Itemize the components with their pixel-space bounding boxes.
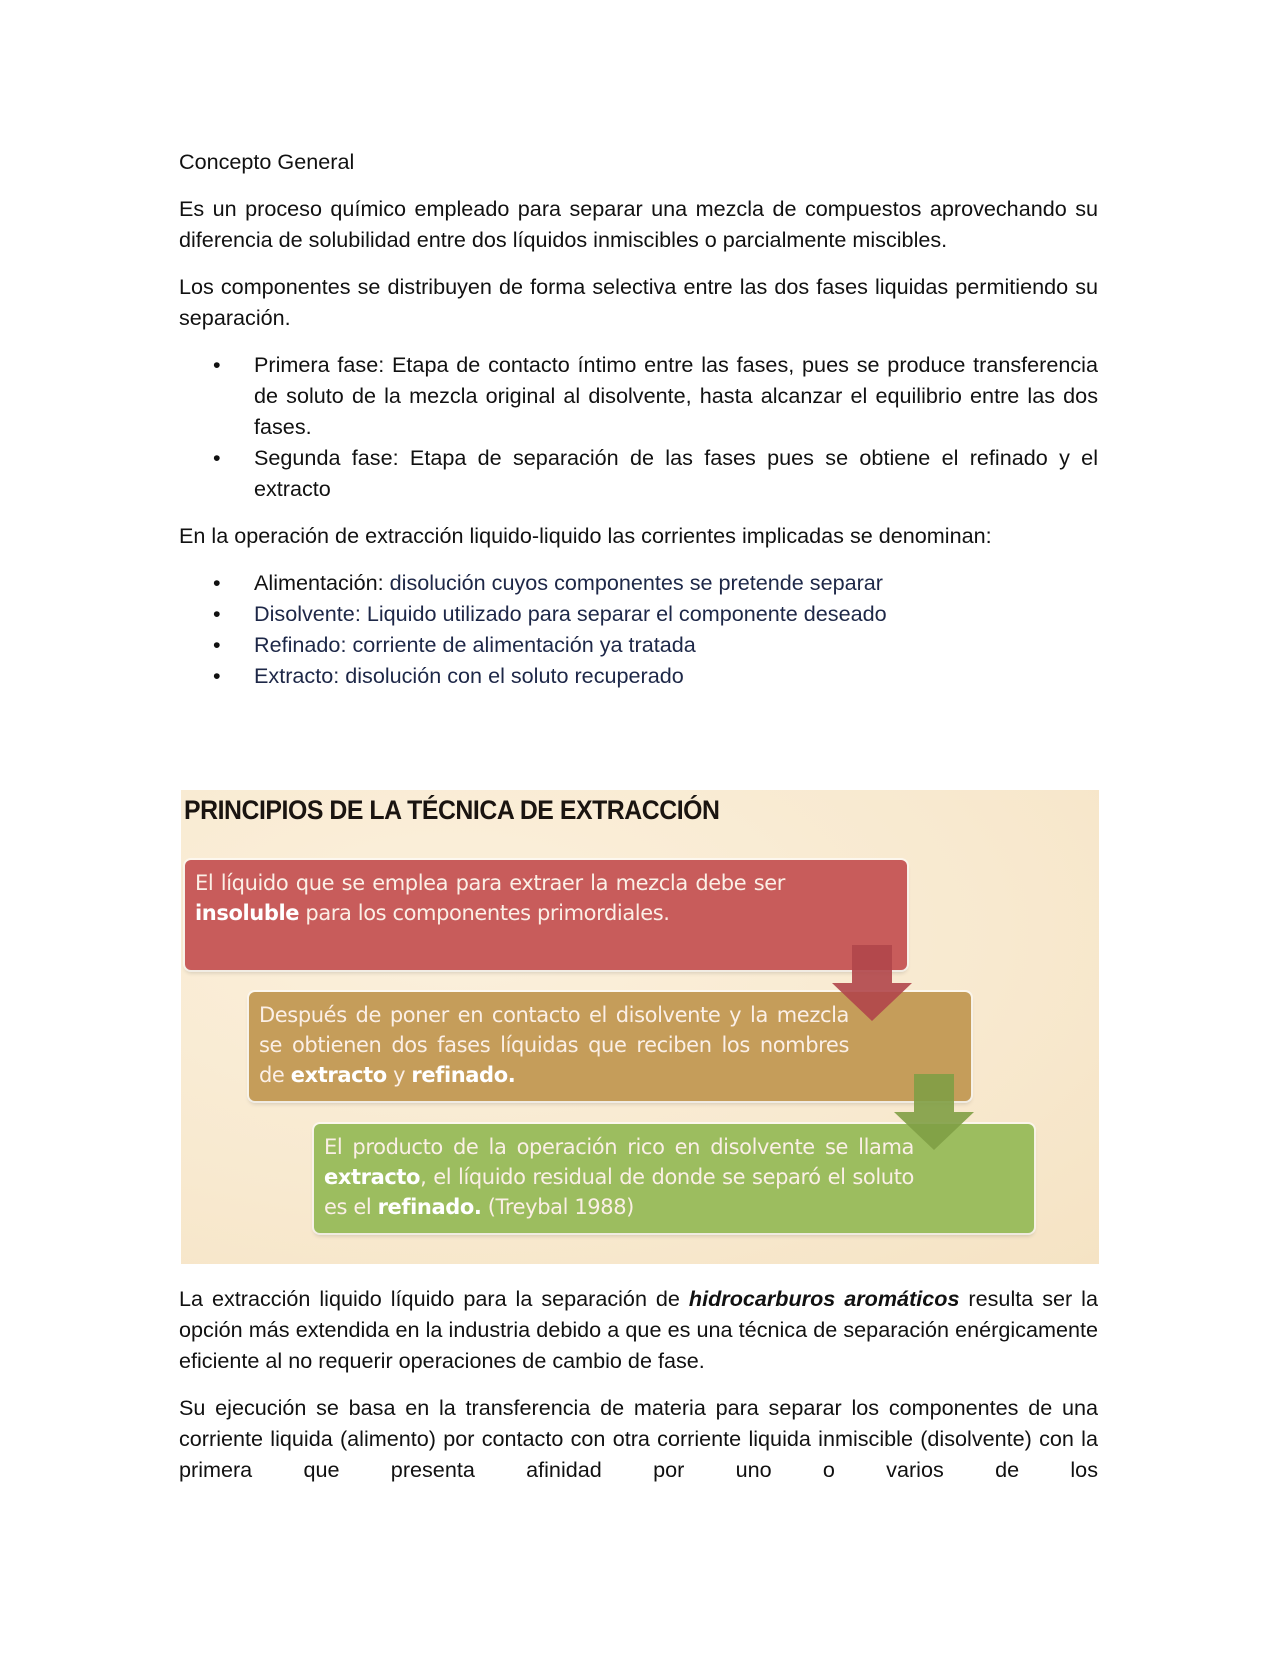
list-item — [179, 660, 1098, 691]
list-item — [179, 349, 1098, 442]
box-text: (Treybal 1988) — [481, 1195, 634, 1219]
list-item — [179, 598, 1098, 629]
extraction-principles-figure — [181, 790, 1099, 1264]
phases-list — [179, 349, 1098, 504]
bullet-icon: • — [213, 445, 221, 470]
stream-label: Extracto: — [254, 663, 340, 688]
stream-text: corriente de alimentación ya tratada — [346, 632, 696, 657]
paragraph-streams-intro: En la operación de extracción liquido-liquido las corrientes implicadas se denominan: — [179, 523, 992, 548]
list-item-text: Primera fase: Etapa de contacto íntimo entre las fases, pues se produce transferencia de soluto de la mezcla original al disolvente, hasta alcanzar el equilibrio entre las dos fases. — [254, 352, 1098, 439]
figure-title: PRINCIPIOS DE LA TÉCNICA DE EXTRACCIÓN — [184, 795, 720, 825]
streams-list — [179, 567, 1098, 691]
bullet-icon: • — [213, 570, 221, 595]
box-text: Después de poner en contacto el disolvente y la mezcla se obtienen dos fases líquidas que reciben los nombres de — [259, 1003, 849, 1087]
principle-box-solvent — [185, 860, 907, 970]
document-body-continued — [179, 1283, 1098, 1501]
box-text: , el líquido residual de donde se separó el soluto es el — [324, 1165, 914, 1219]
down-arrow-red-icon — [832, 945, 912, 1021]
box-text: El líquido que se emplea para extraer la mezcla debe ser — [195, 871, 785, 895]
stream-text: disolución con el soluto recuperado — [339, 663, 684, 688]
box-bold-text: refinado. — [411, 1063, 516, 1087]
stream-label: Alimentación: — [254, 570, 384, 595]
box-bold-text: extracto — [290, 1063, 387, 1087]
bullet-icon: • — [213, 632, 221, 657]
box-text: para los componentes primordiales. — [299, 901, 670, 925]
paragraph-definition: Es un proceso químico empleado para separar una mezcla de compuestos aprovechando su diferencia de solubilidad entre dos líquidos inmiscibles o parcialmente miscibles. — [179, 196, 1098, 252]
paragraph-distribution: Los componentes se distribuyen de forma selectiva entre las dos fases liquidas permitiendo su separación. — [179, 274, 1098, 330]
down-arrow-green-icon — [894, 1074, 974, 1150]
bullet-icon: • — [213, 601, 221, 626]
section-heading: Concepto General — [179, 149, 355, 174]
bullet-icon: • — [213, 663, 221, 688]
paragraph-aromatics — [179, 1283, 1098, 1376]
box-text: y — [386, 1063, 412, 1087]
stream-text: Liquido utilizado para separar el componente deseado — [360, 601, 887, 626]
bullet-icon: • — [213, 352, 221, 377]
list-item — [179, 629, 1098, 660]
text-run: La extracción liquido líquido para la separación de — [179, 1286, 689, 1311]
box-bold-text: refinado. — [377, 1195, 482, 1219]
stream-label: Refinado: — [254, 632, 347, 657]
list-item-text: Segunda fase: Etapa de separación de las fases pues se obtiene el refinado y el extracto — [254, 445, 1098, 501]
emphasis-text: hidrocarburos aromáticos — [688, 1286, 960, 1311]
list-item — [179, 442, 1098, 504]
document-body — [179, 146, 1098, 707]
list-item — [179, 567, 1098, 598]
text-run: resulta ser la opción más extendida en la industria debido a que es una técnica de separación enérgicamente eficiente al no requerir operaciones de cambio de fase. — [179, 1286, 1098, 1373]
paragraph-execution: Su ejecución se basa en la transferencia de materia para separar los componentes de una corriente liquida (alimento) por contacto con otra corriente liquida inmiscible (disolvente) con la primera que presenta afinidad por uno o varios de los — [179, 1395, 1098, 1482]
box-bold-text: insoluble — [195, 901, 300, 925]
stream-label: Disolvente: — [254, 601, 361, 626]
box-text: El producto de la operación rico en disolvente se llama — [324, 1135, 914, 1159]
stream-text: disolución cuyos componentes se pretende separar — [383, 570, 883, 595]
box-bold-text: extracto — [324, 1165, 421, 1189]
